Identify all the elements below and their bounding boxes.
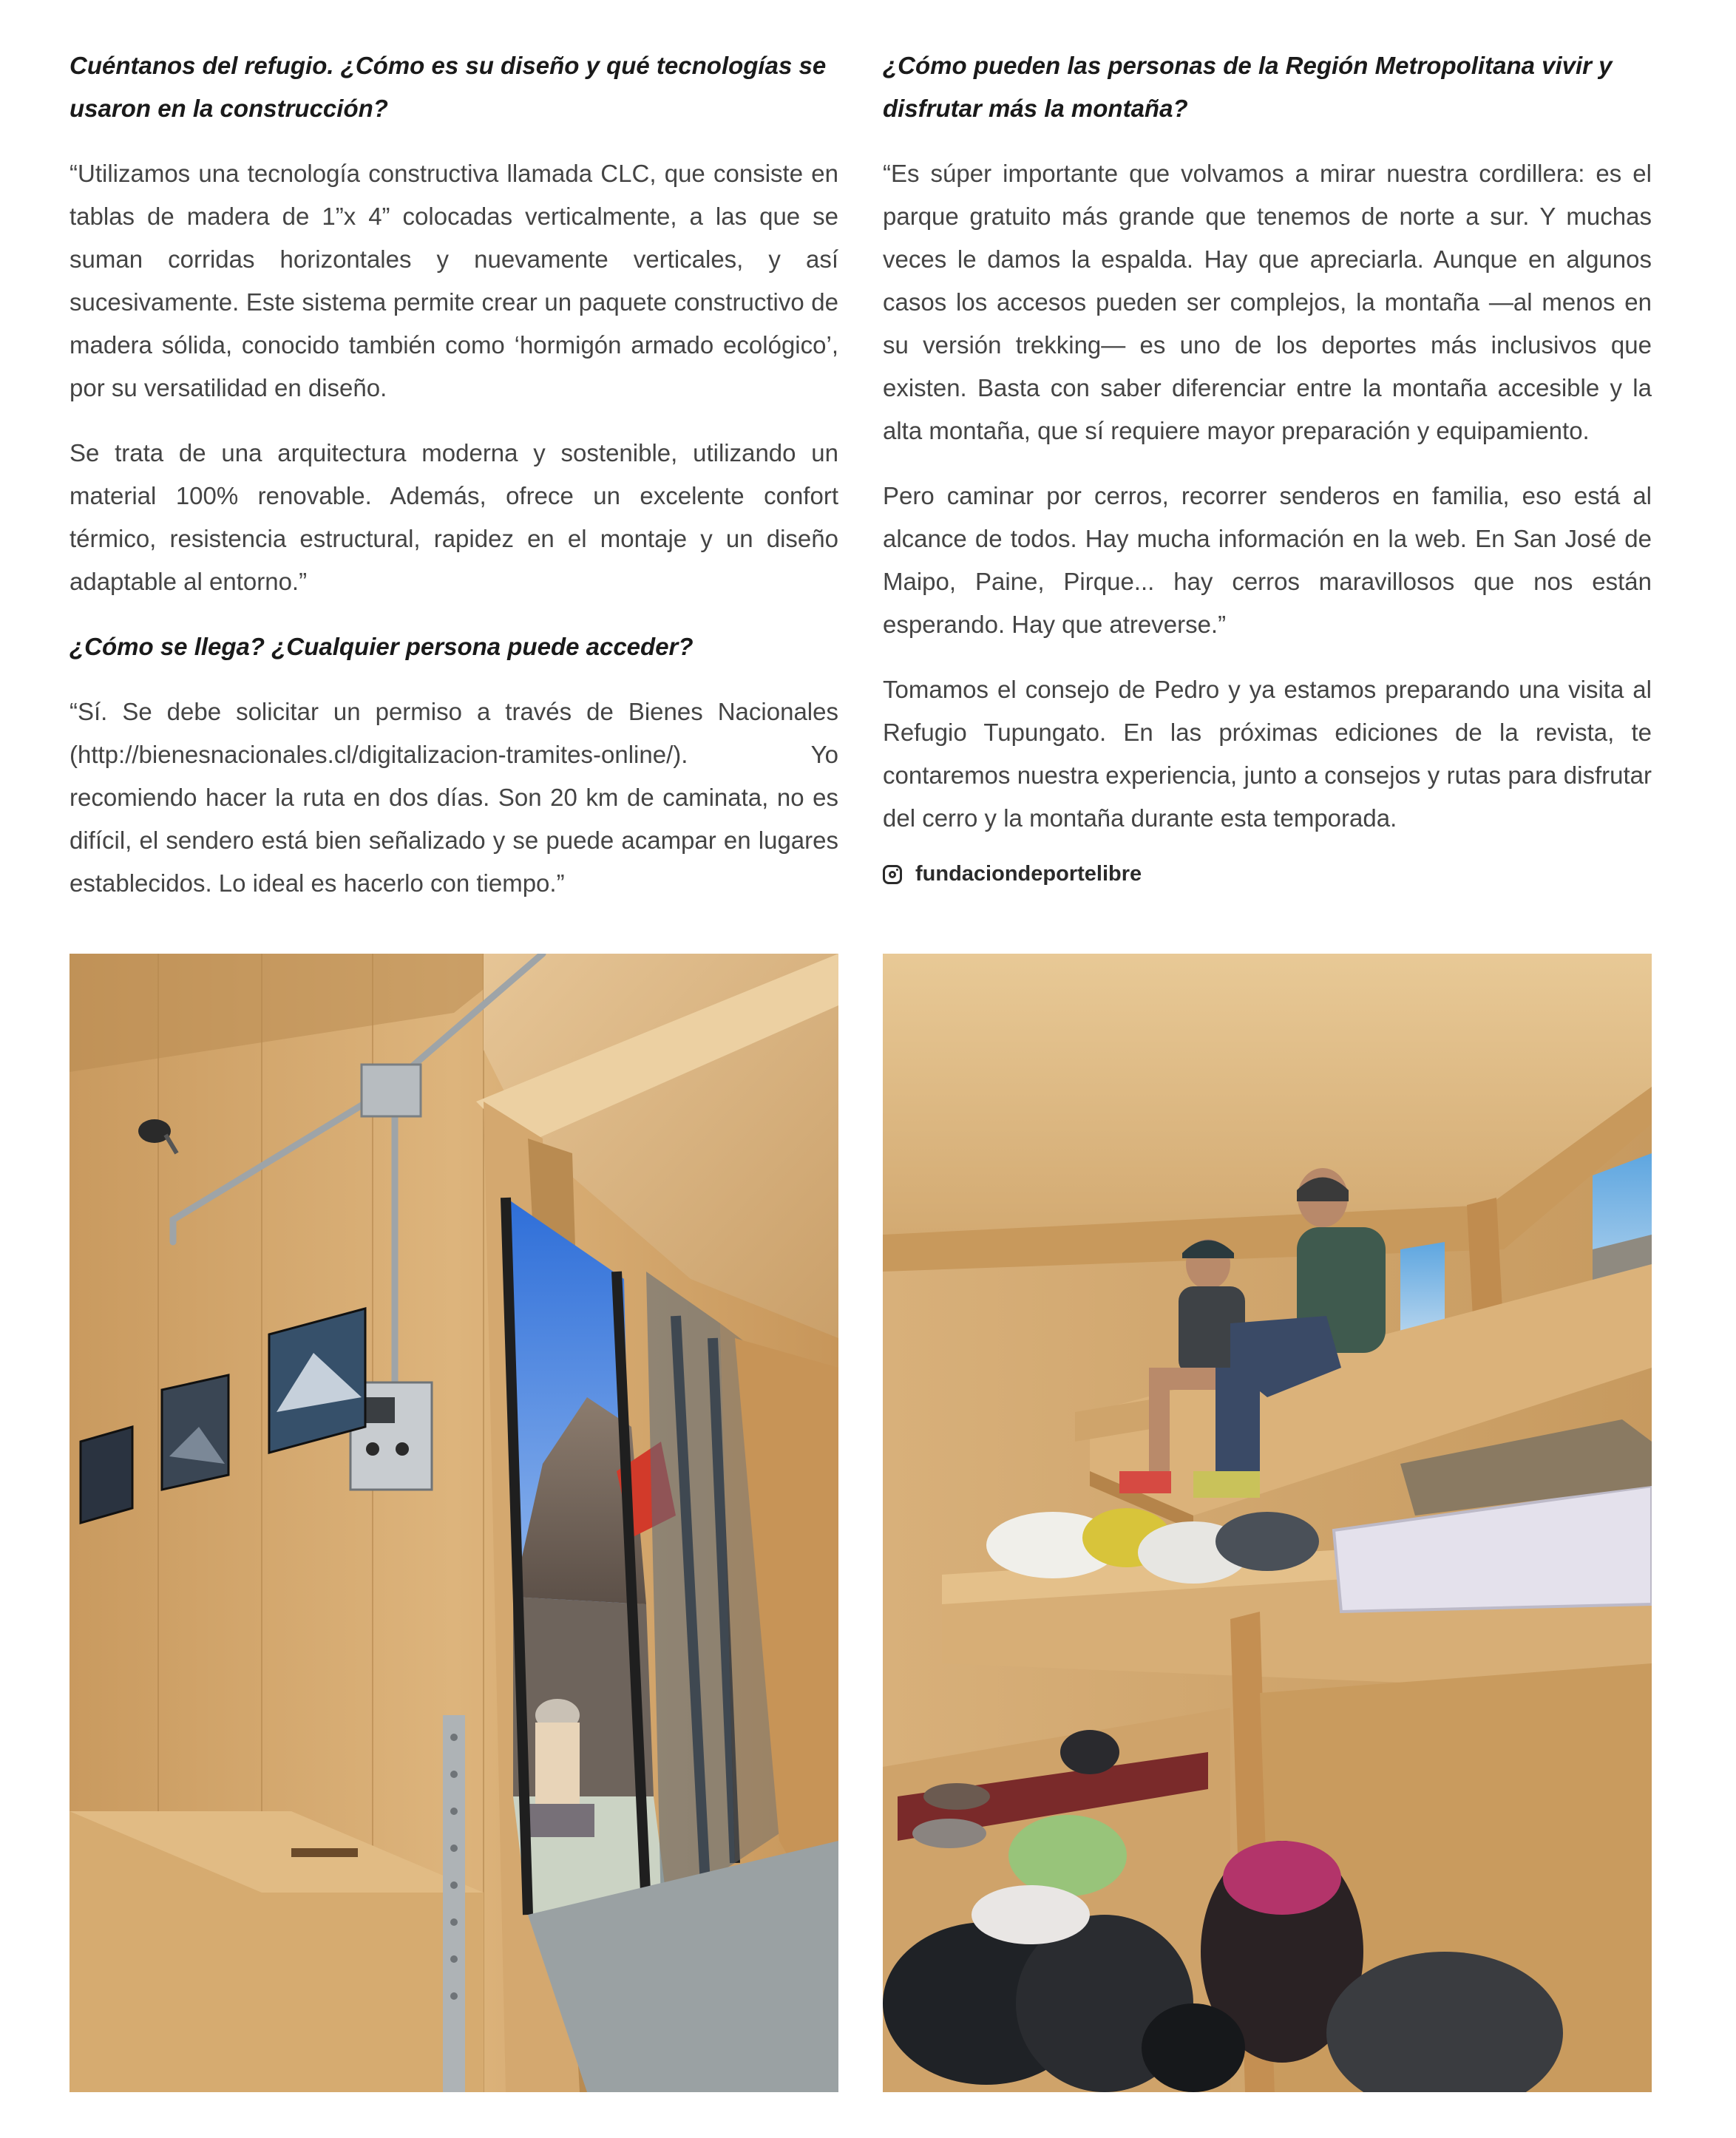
- right-column: [883, 44, 1652, 886]
- answer-access-paragraph: “Sí. Se debe solicitar un permiso a través de Bienes Nacionales (http://bienesnacionales.cl/digitalizacion-tramites-online/). Yo recomiendo hacer la ruta en dos días. Son 20 km de caminata, no es difícil, el sendero está bien señalizado y se puede acampar en lugares establecidos. Lo ideal es hacerlo con tiempo.”: [69, 698, 838, 897]
- answer-mountain-paragraph-2: Pero caminar por cerros, recorrer senderos en familia, eso está al alcance de todos. Hay mucha información en la web. En San José de Maipo, Paine, Pirque... hay cerros maravillosos que nos están esperando. Hay que atreverse.”: [883, 482, 1652, 638]
- social-handle[interactable]: [883, 862, 1652, 886]
- closing-paragraph: Tomamos el consejo de Pedro y ya estamos preparando una visita al Refugio Tupungato. En las próximas ediciones de la revista, te contaremos nuestra experiencia, junto a consejos y rutas para disfrutar del cerro y la montaña durante esta temporada.: [883, 676, 1652, 832]
- question-mountain: ¿Cómo pueden las personas de la Región Metropolitana vivir y disfrutar más la montaña?: [883, 52, 1613, 122]
- photo-refuge-bunks-hikers: [883, 954, 1652, 2092]
- instagram-icon: [883, 865, 902, 884]
- answer-mountain-paragraph-1: “Es súper importante que volvamos a mirar nuestra cordillera: es el parque gratuito más grande que tenemos de norte a sur. Y muchas veces le damos la espalda. Hay que apreciarla. Aunque en algunos casos los accesos pueden ser complejos, la montaña —al menos en su versión trekking— es uno de los deportes más inclusivos que existen. Basta con saber diferenciar entre la montaña accesible y la alta montaña, que sí requiere mayor preparación y equipamiento.: [883, 160, 1652, 444]
- photo-refuge-interior-window-drawing: [69, 954, 838, 2092]
- photo-refuge-bunks-hikers-drawing: [883, 954, 1652, 2092]
- photo-refuge-interior-window: [69, 954, 838, 2092]
- left-column: [69, 44, 838, 927]
- question-access: ¿Cómo se llega? ¿Cualquier persona puede acceder?: [69, 633, 694, 660]
- answer-design-paragraph-1: “Utilizamos una tecnología constructiva llamada CLC, que consiste en tablas de madera de 1”x 4” colocadas verticalmente, a las que se suman corridas horizontales y nuevamente verticales, y así sucesivamente. Este sistema permite crear un paquete constructivo de madera sólida, conocido también como ‘hormigón armado ecológico’, por su versatilidad en diseño.: [69, 160, 838, 401]
- answer-design-paragraph-2: Se trata de una arquitectura moderna y sostenible, utilizando un material 100% renovable. Además, ofrece un excelente confort térmico, resistencia estructural, rapidez en el montaje y un diseño adaptable al entorno.”: [69, 439, 838, 595]
- social-handle-text: fundaciondeportelibre: [915, 862, 1142, 886]
- question-design: Cuéntanos del refugio. ¿Cómo es su diseño y qué tecnologías se usaron en la construcción?: [69, 52, 827, 122]
